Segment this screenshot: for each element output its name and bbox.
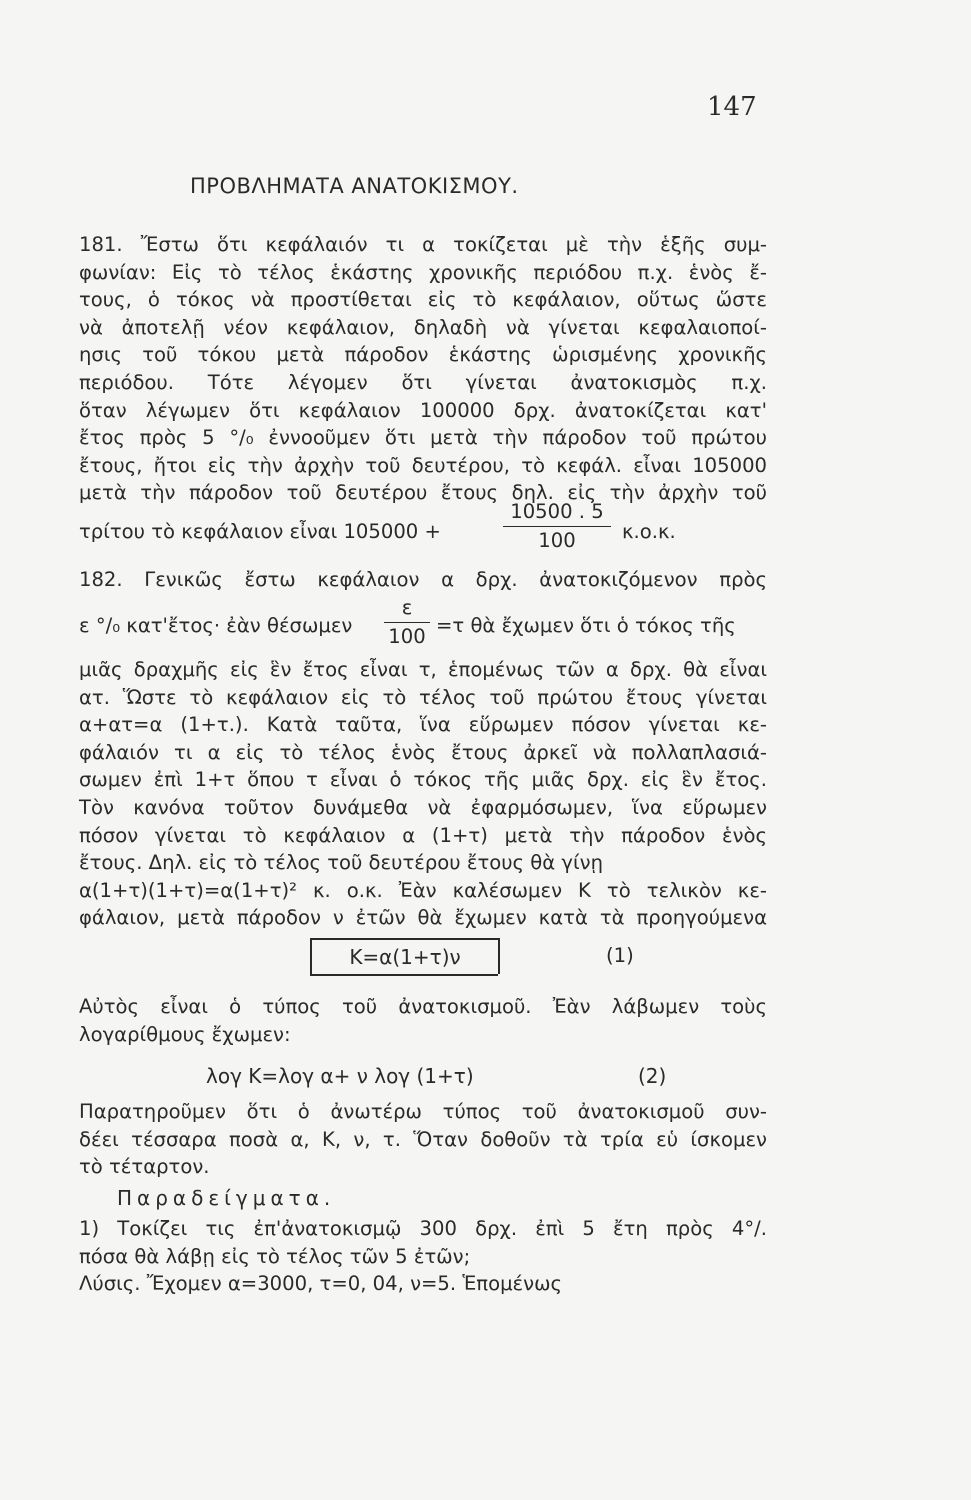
text-line: Τὸν κανόνα τοῦτον δυνάμεθα νὰ ἐφαρμόσωμεν, ἵνα εὕρωμεν (79, 795, 767, 819)
text-line: ησις τοῦ τόκου μετὰ πάροδον ἑκάστης ὡρισμένης χρονικῆς (79, 343, 767, 367)
text-line: Αὐτὸς εἶναι ὁ τύπος τοῦ ἀνατοκισμοῦ. Ἐὰν λάβωμεν τοὺς (79, 995, 767, 1018)
third-year-fraction (503, 500, 611, 553)
text-line: ὅταν λέγωμεν ὅτι κεφάλαιον 100000 δρχ. ἀνατοκίζεται κατ' (79, 398, 767, 422)
fraction-denominator: 100 (538, 529, 576, 552)
text-line: 1) Τοκίζει τις ἐπ'ἀνατοκισμῷ 300 δρχ. ἐπὶ 5 ἔτη πρὸς 4°/. (79, 1217, 767, 1240)
text-line: ἔτους, ἤτοι εἰς τὴν ἀρχὴν τοῦ δευτέρου, τὸ κεφάλ. εἶναι 105000 (79, 453, 767, 477)
paragraph-182-start (79, 566, 767, 594)
paragraph-log (79, 993, 767, 1048)
formula-1: K=α(1+τ)ν (349, 945, 461, 969)
text-line: μετὰ τὴν πάροδον τοῦ δευτέρου ἔτους δηλ. εἰς τὴν ἀρχὴν τοῦ (79, 481, 767, 505)
fraction-numerator: ε (401, 596, 413, 619)
text-line: πόσα θὰ λάβῃ εἰς τὸ τέλος τῶν 5 ἐτῶν; (79, 1244, 471, 1268)
text-line: λογαρίθμους ἔχωμεν: (79, 1022, 291, 1046)
text-line: πόσον γίνεται τὸ κεφάλαιον α (1+τ) μετὰ τὴν πάροδον ἑνὸς (79, 823, 767, 847)
text-line: νὰ ἀποτελῇ νέον κεφάλαιον, δηλαδὴ νὰ γίνεται κεφαλαιοποί- (79, 315, 767, 339)
text-line: τους, ὁ τόκος νὰ προστίθεται εἰς τὸ κεφάλαιον, οὕτως ὥστε (79, 288, 767, 312)
rate-suffix: =τ θὰ ἔχωμεν ὅτι ὁ τόκος τῆς (436, 614, 736, 637)
third-year-prefix: τρίτου τὸ κεφάλαιον εἶναι 105000 + (79, 520, 441, 543)
text-line: Παρατηροῦμεν ὅτι ὁ ἀνωτέρω τύπος τοῦ ἀνατοκισμοῦ συν- (79, 1100, 767, 1123)
third-year-suffix: κ.ο.κ. (622, 520, 676, 543)
text-line: περιόδου. Τότε λέγομεν ὅτι γίνεται ἀνατοκισμὸς π.χ. (79, 370, 767, 394)
text-line: ἔτους. Δηλ. εἰς τὸ τέλος τοῦ δευτέρου ἔτους θὰ γίνῃ (79, 851, 604, 875)
formula-2-label: (2) (638, 1064, 667, 1088)
text-line: α+ατ=α (1+τ.). Κατὰ ταῦτα, ἵνα εὕρωμεν πόσον γίνεται κε- (79, 713, 767, 737)
formula-1-box (310, 938, 500, 974)
chapter-title: ΠΡΟΒΛΗΜΑΤΑ ΑΝΑΤΟΚΙΣΜΟΥ. (190, 174, 519, 198)
text-line: α(1+τ)(1+τ)=α(1+τ)² κ. ο.κ. Ἐὰν καλέσωμεν Κ τὸ τελικὸν κε- (79, 878, 767, 902)
text-line: φάλαιον, μετὰ πάροδον ν ἐτῶν θὰ ἔχωμεν κατὰ τὰ προηγούμενα (79, 906, 767, 930)
text-line: δέει τέσσαρα ποσὰ α, Κ, ν, τ. Ὅταν δοθοῦν τὰ τρία εὑ ίσκομεν (79, 1127, 767, 1151)
text-line: Λύσις. Ἔχομεν α=3000, τ=0, 04, ν=5. Ἑπομένως (79, 1272, 562, 1296)
paragraph-observation (79, 1098, 767, 1181)
text-line: 182. Γενικῶς ἔστω κεφάλαιον α δρχ. ἀνατοκιζόμενον πρὸς (79, 568, 767, 591)
fraction-bar (384, 622, 430, 623)
rate-fraction (384, 596, 430, 649)
example-1 (79, 1215, 767, 1298)
fraction-bar (503, 526, 611, 527)
text-line: μιᾶς δραχμῆς εἰς ἓν ἔτος εἶναι τ, ἑπομένως τῶν α δρχ. θὰ εἶναι (79, 658, 767, 681)
fraction-denominator: 100 (388, 625, 426, 648)
formula-1-label: (1) (606, 944, 634, 967)
text-line: τὸ τέταρτον. (79, 1155, 210, 1179)
text-line: ἔτος πρὸς 5 °/₀ ἐννοοῦμεν ὅτι μετὰ τὴν πάροδον τοῦ πρώτου (79, 426, 767, 450)
text-line: φωνίαν: Εἰς τὸ τέλος ἑκάστης χρονικῆς περιόδου π.χ. ἑνὸς ἔ- (79, 260, 767, 284)
page-number: 147 (707, 92, 757, 122)
text-line: ατ. Ὥστε τὸ κεφάλαιον εἰς τὸ τέλος τοῦ πρώτου ἔτους γίνεται (79, 685, 767, 709)
rate-prefix: ε °/₀ κατ'ἔτος· ἐὰν θέσωμεν (79, 614, 353, 637)
paragraph-181 (79, 231, 767, 507)
formula-2: λογ K=λογ α+ ν λογ (1+τ) (206, 1064, 474, 1088)
paragraph-182 (79, 656, 767, 932)
text-line: 181. Ἔστω ὅτι κεφάλαιόν τι α τοκίζεται μὲ τὴν ἑξῆς συμ- (79, 233, 767, 256)
text-line: φάλαιόν τι α εἰς τὸ τέλος ἑνὸς ἔτους ἀρκεῖ νὰ πολλαπλασιά- (79, 740, 767, 764)
formula-1-underline (310, 974, 498, 976)
fraction-numerator: 10500 . 5 (510, 500, 604, 523)
examples-heading: Παραδείγματα. (117, 1186, 336, 1210)
text-line: σωμεν ἐπὶ 1+τ ὅπου τ εἶναι ὁ τόκος τῆς μιᾶς δρχ. εἰς ἓν ἔτος. (79, 768, 767, 792)
